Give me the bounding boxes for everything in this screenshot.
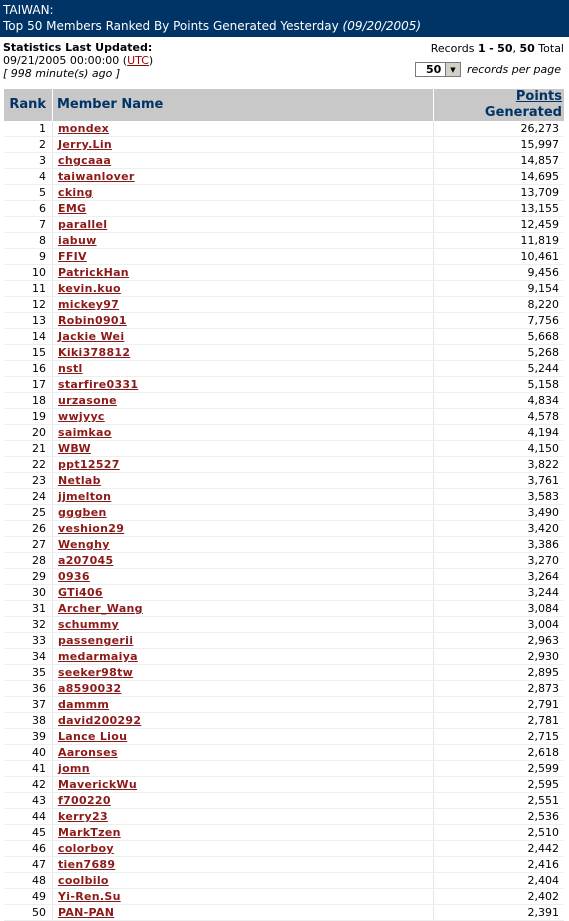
member-name-cell xyxy=(53,121,434,137)
points-cell: 13,155 xyxy=(434,201,565,217)
points-cell: 3,244 xyxy=(434,585,565,601)
member-name-cell xyxy=(53,329,434,345)
table-row xyxy=(4,729,564,745)
points-cell: 7,756 xyxy=(434,313,565,329)
table-row xyxy=(4,905,564,921)
rank-cell: 30 xyxy=(4,585,53,601)
table-row xyxy=(4,569,564,585)
region-label: TAIWAN: xyxy=(3,3,54,17)
member-name-cell xyxy=(53,601,434,617)
rank-cell: 37 xyxy=(4,697,53,713)
table-row xyxy=(4,361,564,377)
points-cell: 2,791 xyxy=(434,697,565,713)
member-name-cell xyxy=(53,745,434,761)
table-row xyxy=(4,137,564,153)
member-link[interactable]: colorboy xyxy=(58,842,114,855)
rank-cell: 14 xyxy=(4,329,53,345)
rank-cell: 9 xyxy=(4,249,53,265)
points-cell: 3,264 xyxy=(434,569,565,585)
member-name-cell xyxy=(53,473,434,489)
chevron-down-icon[interactable]: ▼ xyxy=(445,63,460,76)
member-link[interactable]: saimkao xyxy=(58,426,112,439)
rank-cell: 42 xyxy=(4,777,53,793)
points-cell: 3,004 xyxy=(434,617,565,633)
member-name-cell xyxy=(53,873,434,889)
points-cell: 14,695 xyxy=(434,169,565,185)
member-link[interactable]: chgcaaa xyxy=(58,154,112,167)
member-name-cell xyxy=(53,809,434,825)
points-cell: 11,819 xyxy=(434,233,565,249)
table-row xyxy=(4,457,564,473)
stats-label: Statistics Last Updated: xyxy=(3,41,153,54)
member-link[interactable]: urzasone xyxy=(58,394,117,407)
rank-cell: 39 xyxy=(4,729,53,745)
member-link[interactable]: FFIV xyxy=(58,250,87,263)
stats-timestamp-line: 09/21/2005 00:00:00 (UTC) xyxy=(3,54,154,67)
table-row xyxy=(4,297,564,313)
member-link[interactable]: MaverickWu xyxy=(58,778,137,791)
member-name-cell xyxy=(53,713,434,729)
points-cell: 2,595 xyxy=(434,777,565,793)
table-row xyxy=(4,745,564,761)
table-row xyxy=(4,585,564,601)
member-link[interactable]: parallel xyxy=(58,218,108,231)
member-name-cell xyxy=(53,665,434,681)
points-cell: 4,834 xyxy=(434,393,565,409)
member-name-cell xyxy=(53,137,434,153)
member-link[interactable]: cking xyxy=(58,186,93,199)
minutes-ago-text: 998 minute(s) ago xyxy=(10,67,113,80)
page-header xyxy=(0,0,569,37)
member-link[interactable]: iabuw xyxy=(58,234,97,247)
table-row xyxy=(4,521,564,537)
member-link[interactable]: Aaronses xyxy=(58,746,118,759)
page-title xyxy=(3,18,565,34)
member-name-cell xyxy=(53,857,434,873)
records-per-page xyxy=(415,62,561,77)
stats-timestamp: 09/21/2005 00:00:00 xyxy=(3,54,120,67)
member-link[interactable]: schummy xyxy=(58,618,119,631)
member-name-column-header: Member Name xyxy=(53,89,434,121)
member-link[interactable]: MarkTzen xyxy=(58,826,121,839)
table-row xyxy=(4,681,564,697)
member-name-cell xyxy=(53,297,434,313)
rank-cell: 45 xyxy=(4,825,53,841)
rank-cell: 24 xyxy=(4,489,53,505)
member-name-cell xyxy=(53,505,434,521)
member-link[interactable]: mondex xyxy=(58,122,110,135)
points-cell: 2,391 xyxy=(434,905,565,921)
points-cell: 4,578 xyxy=(434,409,565,425)
member-name-cell xyxy=(53,697,434,713)
table-row xyxy=(4,505,564,521)
rank-cell: 8 xyxy=(4,233,53,249)
member-link[interactable]: dammm xyxy=(58,698,110,711)
points-cell: 3,761 xyxy=(434,473,565,489)
member-link[interactable]: Jackie Wei xyxy=(58,330,125,343)
member-name-cell xyxy=(53,489,434,505)
rank-cell: 23 xyxy=(4,473,53,489)
rank-cell: 33 xyxy=(4,633,53,649)
member-name-cell xyxy=(53,905,434,921)
member-link[interactable]: Jerry.Lin xyxy=(58,138,113,151)
table-row xyxy=(4,473,564,489)
points-cell: 2,963 xyxy=(434,633,565,649)
rank-cell: 10 xyxy=(4,265,53,281)
records-dash: - xyxy=(489,42,494,55)
member-link[interactable]: starfire0331 xyxy=(58,378,139,391)
records-total: 50 xyxy=(519,42,535,55)
points-cell: 2,599 xyxy=(434,761,565,777)
member-name-cell xyxy=(53,345,434,361)
table-row xyxy=(4,793,564,809)
table-row xyxy=(4,809,564,825)
rank-cell: 26 xyxy=(4,521,53,537)
member-name-cell xyxy=(53,441,434,457)
points-cell: 10,461 xyxy=(434,249,565,265)
table-row xyxy=(4,281,564,297)
member-link[interactable]: gggben xyxy=(58,506,107,519)
member-name-cell xyxy=(53,521,434,537)
member-name-cell xyxy=(53,409,434,425)
member-link[interactable]: Kiki378812 xyxy=(58,346,131,359)
points-cell: 9,456 xyxy=(434,265,565,281)
table-row xyxy=(4,201,564,217)
table-row xyxy=(4,873,564,889)
points-cell: 2,895 xyxy=(434,665,565,681)
member-link[interactable]: WBW xyxy=(58,442,91,455)
members-table xyxy=(4,89,564,921)
member-link[interactable]: david200292 xyxy=(58,714,142,727)
rank-cell: 13 xyxy=(4,313,53,329)
points-column-header xyxy=(434,89,565,121)
member-link[interactable]: ppt12527 xyxy=(58,458,120,471)
member-link[interactable]: Robin0901 xyxy=(58,314,127,327)
table-row xyxy=(4,649,564,665)
member-link[interactable]: a8590032 xyxy=(58,682,122,695)
table-row xyxy=(4,777,564,793)
rank-cell: 27 xyxy=(4,537,53,553)
points-cell: 3,386 xyxy=(434,537,565,553)
table-row xyxy=(4,889,564,905)
points-cell: 14,857 xyxy=(434,153,565,169)
member-link[interactable]: Archer_Wang xyxy=(58,602,143,615)
table-row xyxy=(4,345,564,361)
rank-cell: 22 xyxy=(4,457,53,473)
rank-cell: 50 xyxy=(4,905,53,921)
records-per-page-label: records per page xyxy=(466,63,561,76)
table-row xyxy=(4,185,564,201)
rank-cell: 40 xyxy=(4,745,53,761)
records-summary: Records 1 - 50, 50 Total xyxy=(430,42,564,55)
rank-cell: 48 xyxy=(4,873,53,889)
member-link[interactable]: PAN-PAN xyxy=(58,906,115,919)
member-link[interactable]: GTi406 xyxy=(58,586,103,599)
member-link[interactable]: f700220 xyxy=(58,794,111,807)
member-name-cell xyxy=(53,153,434,169)
points-cell: 2,442 xyxy=(434,841,565,857)
member-name-cell xyxy=(53,201,434,217)
rank-cell: 38 xyxy=(4,713,53,729)
rank-cell: 15 xyxy=(4,345,53,361)
member-link[interactable]: 0936 xyxy=(58,570,90,583)
table-row xyxy=(4,761,564,777)
table-row xyxy=(4,713,564,729)
table-row xyxy=(4,665,564,681)
rank-cell: 29 xyxy=(4,569,53,585)
table-header-row xyxy=(4,89,564,121)
rank-cell: 19 xyxy=(4,409,53,425)
member-link[interactable]: veshion29 xyxy=(58,522,125,535)
records-to: 50 xyxy=(497,42,513,55)
points-cell: 5,268 xyxy=(434,345,565,361)
rank-cell: 11 xyxy=(4,281,53,297)
rank-cell: 31 xyxy=(4,601,53,617)
rank-cell: 16 xyxy=(4,361,53,377)
member-link[interactable]: Lance Liou xyxy=(58,730,128,743)
member-link[interactable]: EMG xyxy=(58,202,87,215)
rank-column-header: Rank xyxy=(4,89,53,121)
member-link[interactable]: coolbilo xyxy=(58,874,109,887)
points-cell: 2,404 xyxy=(434,873,565,889)
table-row xyxy=(4,233,564,249)
member-name-cell xyxy=(53,393,434,409)
member-link[interactable]: nstl xyxy=(58,362,83,375)
member-link[interactable]: seeker98tw xyxy=(58,666,134,679)
rank-cell: 44 xyxy=(4,809,53,825)
points-cell: 2,873 xyxy=(434,681,565,697)
member-link[interactable]: Wenghy xyxy=(58,538,110,551)
table-row xyxy=(4,169,564,185)
member-name-cell xyxy=(53,361,434,377)
member-link[interactable]: medarmaiya xyxy=(58,650,138,663)
points-cell: 2,536 xyxy=(434,809,565,825)
table-row xyxy=(4,217,564,233)
member-link[interactable]: jomn xyxy=(58,762,90,775)
rank-cell: 46 xyxy=(4,841,53,857)
points-cell: 4,150 xyxy=(434,441,565,457)
table-row xyxy=(4,265,564,281)
points-cell: 2,618 xyxy=(434,745,565,761)
member-name-cell xyxy=(53,425,434,441)
points-cell: 12,459 xyxy=(434,217,565,233)
member-name-cell xyxy=(53,841,434,857)
records-per-page-value: 50 xyxy=(425,63,442,76)
rank-cell: 41 xyxy=(4,761,53,777)
member-name-cell xyxy=(53,761,434,777)
points-cell: 5,158 xyxy=(434,377,565,393)
points-header-rest: Generated xyxy=(484,105,562,120)
points-cell: 2,551 xyxy=(434,793,565,809)
table-row xyxy=(4,425,564,441)
table-row xyxy=(4,601,564,617)
points-cell: 3,822 xyxy=(434,457,565,473)
member-name-cell xyxy=(53,233,434,249)
records-suffix: Total xyxy=(538,42,564,55)
member-name-cell xyxy=(53,649,434,665)
member-link[interactable]: passengerii xyxy=(58,634,134,647)
page-title-date: (09/20/2005) xyxy=(342,19,422,33)
rank-cell: 35 xyxy=(4,665,53,681)
rank-cell: 6 xyxy=(4,201,53,217)
rank-cell: 43 xyxy=(4,793,53,809)
utc-link[interactable]: UTC xyxy=(127,54,149,67)
points-cell: 3,490 xyxy=(434,505,565,521)
stats-minutes-ago: [ 998 minute(s) ago ] xyxy=(3,67,121,80)
table-row xyxy=(4,377,564,393)
stats-block xyxy=(3,41,153,80)
rank-cell: 5 xyxy=(4,185,53,201)
table-row xyxy=(4,393,564,409)
rank-cell: 47 xyxy=(4,857,53,873)
rank-cell: 21 xyxy=(4,441,53,457)
points-cell: 2,416 xyxy=(434,857,565,873)
points-cell: 9,154 xyxy=(434,281,565,297)
table-row xyxy=(4,537,564,553)
rank-cell: 12 xyxy=(4,297,53,313)
member-name-cell xyxy=(53,217,434,233)
rank-cell: 20 xyxy=(4,425,53,441)
rank-cell: 36 xyxy=(4,681,53,697)
member-name-cell xyxy=(53,585,434,601)
member-link[interactable]: Netlab xyxy=(58,474,101,487)
points-cell: 2,715 xyxy=(434,729,565,745)
table-row xyxy=(4,329,564,345)
rank-cell: 32 xyxy=(4,617,53,633)
records-prefix: Records xyxy=(430,42,475,55)
member-name-cell xyxy=(53,377,434,393)
records-per-page-select[interactable] xyxy=(415,62,461,77)
member-name-cell xyxy=(53,569,434,585)
rank-cell: 17 xyxy=(4,377,53,393)
points-cell: 2,402 xyxy=(434,889,565,905)
member-name-cell xyxy=(53,729,434,745)
table-row xyxy=(4,553,564,569)
member-name-cell xyxy=(53,281,434,297)
member-name-cell xyxy=(53,617,434,633)
member-link[interactable]: jjmelton xyxy=(58,490,112,503)
table-row xyxy=(4,617,564,633)
rank-cell: 4 xyxy=(4,169,53,185)
member-link[interactable]: PatrickHan xyxy=(58,266,129,279)
points-cell: 2,510 xyxy=(434,825,565,841)
table-row xyxy=(4,697,564,713)
member-link[interactable]: kerry23 xyxy=(58,810,108,823)
points-cell: 8,220 xyxy=(434,297,565,313)
member-link[interactable]: mickey97 xyxy=(58,298,120,311)
points-cell: 5,668 xyxy=(434,329,565,345)
points-cell: 4,194 xyxy=(434,425,565,441)
points-cell: 3,270 xyxy=(434,553,565,569)
member-name-cell xyxy=(53,185,434,201)
points-cell: 26,273 xyxy=(434,121,565,137)
table-body xyxy=(4,121,564,921)
table-row xyxy=(4,313,564,329)
points-cell: 5,244 xyxy=(434,361,565,377)
page-title-text: Top 50 Members Ranked By Points Generated Yesterday xyxy=(3,19,339,33)
member-name-cell xyxy=(53,633,434,649)
records-from: 1 xyxy=(477,42,486,55)
rank-cell: 49 xyxy=(4,889,53,905)
rank-cell: 3 xyxy=(4,153,53,169)
points-cell: 3,084 xyxy=(434,601,565,617)
member-link[interactable]: wwjyyc xyxy=(58,410,105,423)
member-name-cell xyxy=(53,889,434,905)
table-row xyxy=(4,121,564,137)
table-row xyxy=(4,825,564,841)
rank-cell: 7 xyxy=(4,217,53,233)
table-row xyxy=(4,857,564,873)
points-cell: 13,709 xyxy=(434,185,565,201)
member-name-cell xyxy=(53,169,434,185)
rank-cell: 34 xyxy=(4,649,53,665)
points-cell: 2,930 xyxy=(434,649,565,665)
points-cell: 2,781 xyxy=(434,713,565,729)
member-name-cell xyxy=(53,313,434,329)
rank-cell: 2 xyxy=(4,137,53,153)
member-link[interactable]: a207045 xyxy=(58,554,114,567)
table-row xyxy=(4,409,564,425)
member-link[interactable]: tien7689 xyxy=(58,858,116,871)
table-row xyxy=(4,633,564,649)
rank-cell: 25 xyxy=(4,505,53,521)
points-cell: 3,583 xyxy=(434,489,565,505)
points-sort-link[interactable]: Points xyxy=(515,89,562,104)
table-row xyxy=(4,249,564,265)
member-link[interactable]: taiwanlover xyxy=(58,170,135,183)
member-link[interactable]: kevin.kuo xyxy=(58,282,121,295)
member-name-cell xyxy=(53,777,434,793)
table-row xyxy=(4,441,564,457)
member-name-cell xyxy=(53,249,434,265)
member-name-cell xyxy=(53,265,434,281)
table-row xyxy=(4,841,564,857)
member-name-cell xyxy=(53,553,434,569)
rank-cell: 28 xyxy=(4,553,53,569)
table-row xyxy=(4,153,564,169)
member-name-cell xyxy=(53,537,434,553)
member-name-cell xyxy=(53,457,434,473)
points-cell: 3,420 xyxy=(434,521,565,537)
member-name-cell xyxy=(53,825,434,841)
rank-cell: 18 xyxy=(4,393,53,409)
member-name-cell xyxy=(53,793,434,809)
table-row xyxy=(4,489,564,505)
rank-cell: 1 xyxy=(4,121,53,137)
member-link[interactable]: Yi-Ren.Su xyxy=(58,890,121,903)
member-name-cell xyxy=(53,681,434,697)
points-cell: 15,997 xyxy=(434,137,565,153)
